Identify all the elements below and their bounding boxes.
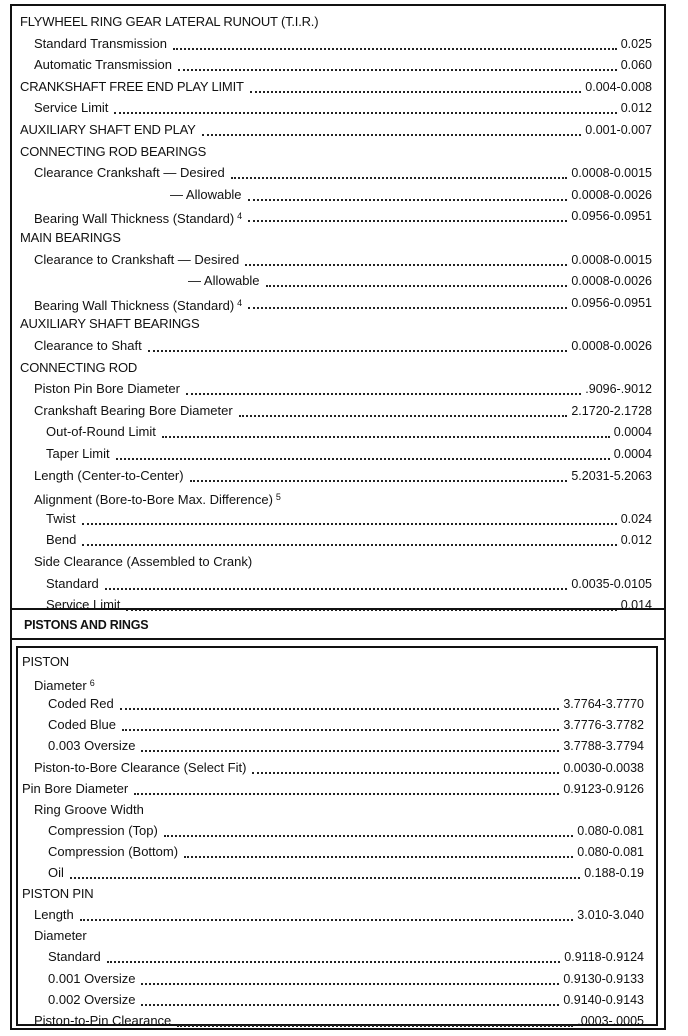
spec-label [48, 863, 64, 883]
spec-label-text: Length (Center-to-Center) [34, 467, 184, 483]
spec-value: 0.080-0.081 [577, 844, 644, 859]
dot-leader [231, 177, 567, 179]
section-heading [20, 358, 137, 378]
spec-row [12, 120, 664, 142]
dot-leader [80, 919, 573, 921]
spec-row [12, 12, 664, 34]
spec-label [46, 444, 110, 464]
spec-row [12, 142, 664, 164]
spec-label [46, 530, 76, 550]
footnote-ref: 5 [275, 492, 281, 503]
spec-value: 0.0956-0.0951 [571, 209, 652, 224]
spec-label-text: CRANKSHAFT FREE END PLAY LIMIT [20, 78, 244, 94]
dot-leader [70, 877, 580, 879]
spec-row [12, 487, 664, 509]
spec-label-text: Alignment (Bore-to-Bore Max. Difference) [34, 492, 273, 508]
spec-label-text: Bearing Wall Thickness (Standard) [34, 297, 235, 313]
spec-label-text: Piston-to-Pin Clearance [34, 1012, 172, 1028]
spec-label-text: AUXILIARY SHAFT END PLAY [20, 122, 196, 137]
dot-leader [248, 199, 567, 201]
spec-label [22, 779, 128, 799]
spec-row [12, 574, 664, 596]
spec-label-text: CONNECTING ROD [20, 359, 138, 375]
spec-row [12, 98, 664, 120]
spec-value: 0.0004 [613, 425, 652, 440]
dot-leader [148, 350, 567, 352]
spec-label [34, 379, 180, 399]
spec-label-text: 0.002 Oversize [48, 991, 136, 1007]
section-heading [20, 12, 318, 32]
spec-row [18, 715, 656, 737]
spec-label [48, 969, 135, 989]
spec-value: 0.0956-0.0951 [571, 295, 652, 310]
spec-value: 3.010-3.040 [577, 908, 644, 923]
spec-label [34, 673, 95, 696]
spec-value: 0.0004 [613, 447, 652, 461]
spec-row [18, 821, 656, 843]
spec-label [34, 55, 172, 75]
spec-row [18, 863, 656, 885]
spec-label-text: PISTON [22, 654, 69, 669]
section-heading [20, 77, 244, 97]
spec-row [12, 336, 664, 358]
spec-row [18, 779, 656, 801]
spec-label-text: Bearing Wall Thickness (Standard) [34, 211, 235, 227]
dot-leader [252, 772, 559, 774]
spec-label-text: Ring Groove Width [34, 801, 144, 817]
spec-label [46, 574, 99, 594]
spec-label [48, 694, 114, 714]
spec-row [12, 55, 664, 77]
spec-value: 0.9118-0.9124 [564, 950, 644, 965]
dot-leader [177, 1025, 573, 1027]
spec-row [12, 444, 664, 466]
spec-label-text: Pin Bore Diameter [22, 780, 129, 796]
spec-value: 2.1720-2.1728 [571, 403, 652, 418]
spec-value: 3.7764-3.7770 [563, 697, 644, 712]
spec-label [34, 466, 184, 486]
dot-leader [186, 393, 581, 395]
footnote-ref: 6 [89, 678, 95, 689]
spec-row [12, 379, 664, 401]
section-heading [20, 228, 121, 248]
section-heading [22, 884, 93, 904]
spec-label [34, 34, 167, 54]
spec-row [18, 1011, 656, 1033]
dot-leader [178, 69, 617, 71]
section-divider [12, 608, 664, 610]
spec-label-text: Coded Red [48, 696, 114, 712]
spec-row [18, 990, 656, 1012]
spec-row [12, 401, 664, 423]
spec-label [34, 163, 225, 183]
spec-row [18, 884, 656, 906]
section-heading [20, 314, 199, 334]
spec-label-text: — Allowable [188, 273, 260, 289]
spec-value: 0.188-0.19 [584, 866, 644, 880]
section-heading [20, 142, 206, 162]
spec-label-text: Clearance Crankshaft — Desired [34, 165, 225, 181]
dot-leader [107, 961, 560, 963]
dot-leader [141, 1004, 559, 1006]
spec-label-text: Standard [48, 949, 101, 965]
spec-label [34, 206, 242, 229]
spec-label-text: Side Clearance (Assembled to Crank) [34, 554, 253, 569]
spec-row [18, 800, 656, 822]
spec-label-text: Twist [46, 510, 76, 526]
spec-value: 0.004-0.008 [585, 79, 652, 94]
spec-value: 5.2031-5.2063 [571, 468, 652, 483]
spec-row [12, 77, 664, 99]
spec-sheet [10, 4, 666, 1030]
spec-label-text: Length [34, 907, 74, 923]
spec-value: 0.080-0.081 [577, 823, 644, 838]
spec-label [48, 736, 135, 756]
dot-leader [82, 523, 617, 525]
spec-label-text: — Allowable [170, 186, 242, 202]
spec-label [34, 905, 74, 925]
spec-label [34, 926, 87, 946]
dot-leader [164, 835, 573, 837]
footnote-ref: 4 [237, 297, 243, 308]
spec-label [170, 185, 242, 205]
spec-value: 0.0008-0.0015 [571, 166, 652, 181]
spec-row [18, 736, 656, 758]
spec-label-text: Out-of-Round Limit [46, 424, 156, 440]
spec-label-text: FLYWHEEL RING GEAR LATERAL RUNOUT (T.I.R.) [20, 14, 319, 29]
pistons-rings-section [16, 646, 658, 1026]
dot-leader [266, 285, 567, 287]
spec-value: 0.012 [620, 533, 652, 548]
spec-row [18, 969, 656, 991]
spec-label [34, 250, 239, 270]
dot-leader [105, 588, 567, 590]
spec-row [12, 595, 664, 617]
spec-row [12, 185, 664, 207]
dot-leader [116, 458, 610, 460]
dot-leader [122, 729, 559, 731]
spec-row [12, 206, 664, 228]
dot-leader [248, 220, 567, 222]
spec-row [12, 271, 664, 293]
spec-label [46, 595, 120, 615]
spec-label-text: Taper Limit [46, 446, 110, 461]
spec-label-text: Clearance to Shaft [34, 338, 142, 353]
spec-row [12, 314, 664, 336]
spec-value: 0.012 [620, 101, 652, 116]
spec-label [34, 1011, 171, 1031]
dot-leader [250, 91, 581, 93]
spec-row [18, 905, 656, 927]
spec-label [48, 990, 135, 1010]
spec-value: 0.001-0.007 [585, 123, 652, 137]
spec-label [34, 293, 242, 316]
dot-leader [141, 750, 559, 752]
spec-value: 0.0008-0.0026 [571, 339, 652, 353]
spec-label [48, 842, 178, 862]
dot-leader [248, 307, 567, 309]
dot-leader [134, 793, 559, 795]
spec-value: .9096-.9012 [585, 382, 652, 397]
spec-value: 0.0030-0.0038 [563, 760, 644, 775]
spec-label [188, 271, 260, 291]
pistons-rings-title: PISTONS AND RINGS [24, 618, 149, 632]
spec-row [18, 842, 656, 864]
spec-value: 0.025 [620, 36, 652, 51]
spec-row [12, 552, 664, 574]
spec-label-text: Compression (Top) [48, 822, 158, 838]
spec-label-text: Standard [46, 575, 99, 591]
spec-row [12, 250, 664, 272]
spec-label-text: CONNECTING ROD BEARINGS [20, 143, 207, 159]
spec-label-text: Diameter [34, 678, 87, 694]
dot-leader [114, 112, 617, 114]
spec-label-text: Piston Pin Bore Diameter [34, 381, 180, 397]
spec-label-text: AUXILIARY SHAFT BEARINGS [20, 316, 200, 332]
spec-label-text: Oil [48, 865, 64, 880]
section-heading [22, 652, 69, 672]
spec-value: .0003-.0005 [577, 1013, 644, 1028]
dot-leader [190, 480, 567, 482]
dot-leader [120, 708, 559, 710]
spec-row [12, 358, 664, 380]
dot-leader [202, 134, 581, 136]
spec-value: 0.0008-0.0015 [571, 252, 652, 267]
dot-leader [184, 856, 573, 858]
spec-label-text: Clearance to Crankshaft — Desired [34, 251, 240, 267]
spec-label [46, 422, 156, 442]
spec-label [34, 98, 108, 118]
spec-row [12, 163, 664, 185]
spec-row [12, 509, 664, 531]
spec-row [12, 34, 664, 56]
spec-value: 0.014 [620, 598, 652, 613]
spec-value: 3.7776-3.7782 [563, 718, 644, 733]
spec-label [34, 552, 252, 572]
dot-leader [82, 544, 617, 546]
spec-label-text: Coded Blue [48, 717, 116, 733]
spec-row [18, 926, 656, 948]
dot-leader [141, 983, 559, 985]
dot-leader [162, 436, 610, 438]
spec-label [46, 509, 76, 529]
spec-value: 0.024 [620, 511, 652, 526]
spec-value: 0.9123-0.9126 [563, 781, 644, 796]
spec-value: 0.0008-0.0026 [571, 274, 652, 289]
footnote-ref: 4 [237, 211, 243, 222]
spec-row [12, 228, 664, 250]
spec-label [48, 715, 116, 735]
spec-label-text: MAIN BEARINGS [20, 230, 121, 245]
spec-label-text: Diameter [34, 928, 87, 944]
dot-leader [173, 48, 617, 50]
dot-leader [245, 264, 567, 266]
spec-label-text: Bend [46, 532, 77, 548]
spec-label-text: PISTON PIN [22, 886, 94, 902]
title-divider [12, 638, 664, 640]
spec-row [18, 947, 656, 969]
spec-label [34, 758, 246, 778]
spec-row [18, 694, 656, 716]
spec-row [18, 652, 656, 674]
spec-label [48, 947, 101, 967]
section-heading [20, 120, 196, 140]
spec-label-text: Standard Transmission [34, 35, 167, 51]
spec-value: 3.7788-3.7794 [563, 739, 644, 754]
spec-value: 0.9130-0.9133 [563, 971, 644, 986]
spec-label-text: Crankshaft Bearing Bore Diameter [34, 402, 233, 418]
spec-label [34, 401, 233, 421]
spec-value: 0.9140-0.9143 [563, 992, 644, 1007]
spec-label [34, 336, 142, 356]
spec-row [18, 758, 656, 780]
spec-label-text: Service Limit [46, 597, 121, 613]
spec-value: 0.0008-0.0026 [571, 187, 652, 202]
spec-row [12, 293, 664, 315]
spec-label-text: Automatic Transmission [34, 57, 172, 73]
spec-row [18, 673, 656, 695]
spec-label-text: 0.003 Oversize [48, 738, 136, 754]
spec-value: 0.060 [620, 58, 652, 73]
spec-label-text: Compression (Bottom) [48, 843, 179, 859]
spec-label-text: 0.001 Oversize [48, 970, 136, 986]
spec-row [12, 530, 664, 552]
spec-label [48, 821, 158, 841]
spec-row [12, 466, 664, 488]
spec-label [34, 487, 281, 510]
spec-label [34, 800, 144, 820]
spec-label-text: Service Limit [34, 100, 109, 116]
spec-label-text: Piston-to-Bore Clearance (Select Fit) [34, 759, 247, 775]
spec-value: 0.0035-0.0105 [571, 576, 652, 591]
spec-row [12, 422, 664, 444]
dot-leader [239, 415, 567, 417]
